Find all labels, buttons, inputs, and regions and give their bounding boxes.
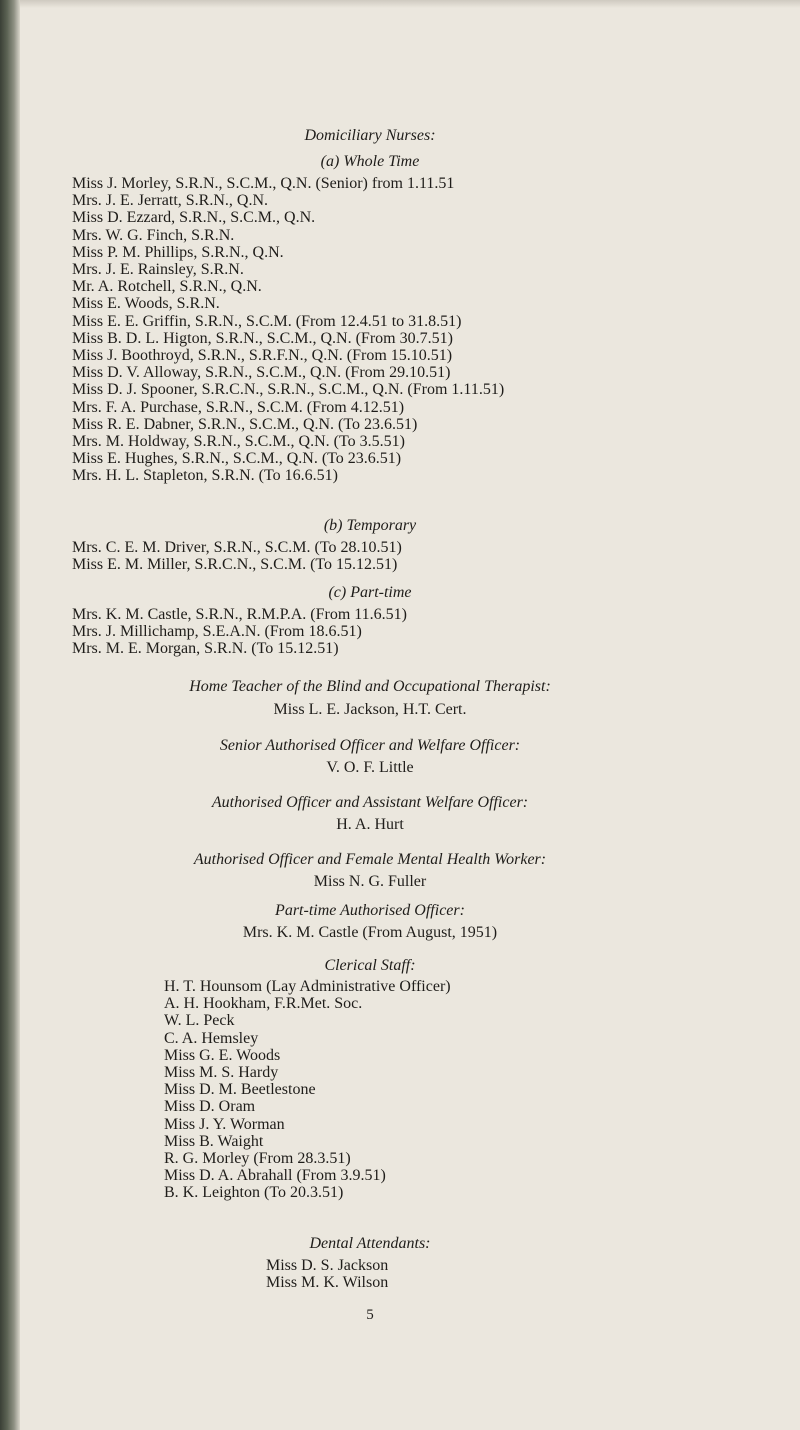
list-item: Miss E. M. Miller, S.R.C.N., S.C.M. (To 15.12.51)	[72, 556, 398, 574]
domiciliary-nurses-heading: Domiciliary Nurses:	[304, 127, 436, 144]
clerical-staff-list	[164, 978, 451, 1202]
list-item: Miss D. V. Alloway, S.R.N., S.C.M., Q.N. (From 29.10.51)	[72, 364, 451, 382]
list-item: B. K. Leighton (To 20.3.51)	[164, 1184, 344, 1202]
list-item: C. A. Hemsley	[164, 1029, 259, 1047]
list-item: Miss D. A. Abrahall (From 3.9.51)	[164, 1167, 386, 1185]
part-time-officer-heading: Part-time Authorised Officer:	[275, 902, 465, 919]
list-item: Mrs. F. A. Purchase, S.R.N., S.C.M. (From 4.12.51)	[72, 398, 405, 416]
dental-attendants-heading: Dental Attendants:	[309, 1235, 431, 1252]
part-time-heading: (c) Part-time	[328, 584, 412, 601]
list-item: Miss M. S. Hardy	[164, 1064, 279, 1082]
list-item: Mrs. J. E. Jerratt, S.R.N., Q.N.	[72, 192, 268, 210]
part-time-officer-name: Mrs. K. M. Castle (From August, 1951)	[242, 924, 498, 941]
senior-authorised-officer-name: V. O. F. Little	[326, 759, 414, 776]
list-item: Miss D. J. Spooner, S.R.C.N., S.R.N., S.C.M., Q.N. (From 1.11.51)	[72, 381, 505, 399]
mental-health-worker-heading: Authorised Officer and Female Mental Health Worker:	[193, 851, 547, 868]
temporary-heading: (b) Temporary	[323, 517, 417, 534]
temporary-list	[72, 539, 402, 573]
home-teacher-name: Miss L. E. Jackson, H.T. Cert.	[273, 701, 467, 718]
whole-time-heading: (a) Whole Time	[320, 153, 420, 170]
list-item: Mrs. J. E. Rainsley, S.R.N.	[72, 261, 244, 279]
list-item: Miss D. S. Jackson	[266, 1257, 389, 1274]
list-item: Miss E. Hughes, S.R.N., S.C.M., Q.N. (To 23.6.51)	[72, 450, 402, 468]
list-item: H. T. Hounsom (Lay Administrative Officer)	[164, 978, 451, 995]
list-item: Mrs. J. Millichamp, S.E.A.N. (From 18.6.51)	[72, 623, 362, 641]
list-item: Mrs. H. L. Stapleton, S.R.N. (To 16.6.51)	[72, 467, 338, 485]
dental-attendants-list	[266, 1257, 388, 1292]
assistant-welfare-officer-name: H. A. Hurt	[336, 816, 404, 833]
list-item: Miss M. K. Wilson	[266, 1274, 389, 1292]
list-item: Miss D. Oram	[164, 1098, 256, 1116]
list-item: Mrs. K. M. Castle, S.R.N., R.M.P.A. (From 11.6.51)	[72, 606, 407, 623]
list-item: Miss G. E. Woods	[164, 1046, 281, 1064]
home-teacher-heading: Home Teacher of the Blind and Occupational Therapist:	[189, 678, 551, 695]
list-item: W. L. Peck	[164, 1012, 235, 1030]
list-item: Miss B. D. L. Higton, S.R.N., S.C.M., Q.N. (From 30.7.51)	[72, 329, 453, 347]
list-item: Mrs. M. E. Morgan, S.R.N. (To 15.12.51)	[72, 640, 339, 658]
list-item: Miss D. M. Beetlestone	[164, 1081, 316, 1099]
list-item: Mrs. C. E. M. Driver, S.R.N., S.C.M. (To 28.10.51)	[72, 539, 402, 556]
list-item: Mrs. W. G. Finch, S.R.N.	[72, 226, 235, 244]
mental-health-worker-name: Miss N. G. Fuller	[313, 873, 427, 890]
list-item: Mr. A. Rotchell, S.R.N., Q.N.	[72, 278, 262, 296]
clerical-staff-heading: Clerical Staff:	[324, 957, 416, 974]
senior-authorised-officer-heading: Senior Authorised Officer and Welfare Officer:	[219, 737, 521, 754]
list-item: R. G. Morley (From 28.3.51)	[164, 1150, 351, 1168]
list-item: Mrs. M. Holdway, S.R.N., S.C.M., Q.N. (To 3.5.51)	[72, 433, 405, 451]
list-item: Miss R. E. Dabner, S.R.N., S.C.M., Q.N. (To 23.6.51)	[72, 415, 418, 433]
list-item: Miss J. Boothroyd, S.R.N., S.R.F.N., Q.N. (From 15.10.51)	[72, 347, 453, 365]
list-item: Miss E. Woods, S.R.N.	[72, 295, 220, 313]
list-item: A. H. Hookham, F.R.Met. Soc.	[164, 995, 363, 1013]
list-item: Miss E. E. Griffin, S.R.N., S.C.M. (From 12.4.51 to 31.8.51)	[72, 312, 462, 330]
assistant-welfare-officer-heading: Authorised Officer and Assistant Welfare Officer:	[211, 794, 529, 811]
list-item: Miss D. Ezzard, S.R.N., S.C.M., Q.N.	[72, 209, 316, 227]
part-time-list	[72, 606, 407, 658]
list-item: Miss B. Waight	[164, 1132, 264, 1150]
list-item: Miss J. Y. Worman	[164, 1115, 285, 1133]
whole-time-list	[72, 175, 504, 485]
page-number: 5	[366, 1307, 374, 1323]
list-item: Miss J. Morley, S.R.N., S.C.M., Q.N. (Senior) from 1.11.51	[72, 175, 455, 192]
list-item: Miss P. M. Phillips, S.R.N., Q.N.	[72, 243, 284, 261]
